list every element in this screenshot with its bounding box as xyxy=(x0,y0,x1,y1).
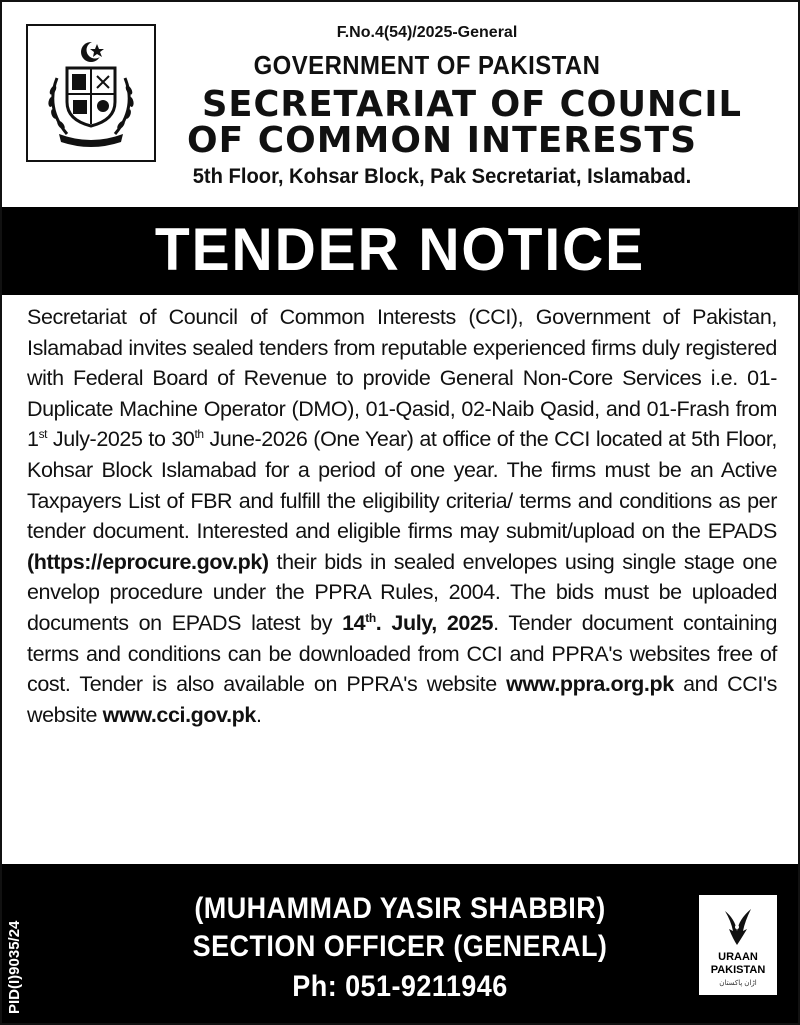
cci-website-link[interactable]: www.cci.gov.pk xyxy=(102,702,256,727)
notice-body xyxy=(27,302,777,730)
pid-number: PID(I)9035/24 xyxy=(6,920,23,1014)
officer-name: (MUHAMMAD YASIR SHABBIR) xyxy=(194,892,606,925)
state-emblem-logo xyxy=(26,24,156,162)
office-address: 5th Floor, Kohsar Block, Pak Secretariat, Islamabad. xyxy=(192,165,692,188)
epads-link[interactable]: (https://eprocure.gov.pk) xyxy=(27,549,269,574)
uraan-tagline: اڑان پاکستان xyxy=(719,980,757,987)
body-sup-1: st xyxy=(38,427,48,442)
body-text-7: . xyxy=(255,702,262,727)
officer-designation: SECTION OFFICER (GENERAL) xyxy=(192,930,608,963)
body-text-5: . Tender document containing terms and conditions can be downloaded from CCI and PPRA's websites free of cost. Tender is also available on PPRA's website xyxy=(27,610,778,697)
state-emblem-icon xyxy=(37,38,145,150)
header xyxy=(2,2,798,207)
pakistan-text: PAKISTAN xyxy=(710,964,766,976)
title-band xyxy=(2,207,798,295)
deadline-sup: th xyxy=(365,610,376,625)
contact-phone: Ph: 051-9211946 xyxy=(292,970,508,1003)
uraan-text: URAAN xyxy=(718,951,758,963)
secretariat-heading-line2: OF COMMON INTERESTS xyxy=(186,120,698,161)
secretariat-heading-line1: SECRETARIAT OF COUNCIL xyxy=(201,84,742,125)
ppra-website-link[interactable]: www.ppra.org.pk xyxy=(506,672,674,697)
government-heading: GOVERNMENT OF PAKISTAN xyxy=(253,50,601,80)
body-text-2: July-2025 to 30 xyxy=(47,427,195,452)
body-text-1: Secretariat of Council of Common Interests (CCI), Government of Pakistan, Islamabad invites sealed tenders from reputable experienced firms duly registered with Federal Board of Revenue to provide General Non-Core Services i.e. 01-Duplicate Machine Operator (DMO), 01-Qasid, 02-Naib Qasid, and 01-Frash from 1 xyxy=(27,305,777,452)
body-text-4: their bids in sealed envelopes using single stage one envelop procedure under the PPRA Rules, 2004. The bids must be uploaded documents on EPADS latest by xyxy=(27,549,777,635)
bird-icon xyxy=(721,905,755,949)
deadline-rest: . July, 2025 xyxy=(375,610,494,635)
deadline-date xyxy=(342,611,493,635)
body-text-6: and CCI's website xyxy=(27,672,778,727)
file-number: F.No.4(54)/2025-General xyxy=(336,24,518,41)
body-sup-2: th xyxy=(194,427,204,442)
uraan-pakistan-logo xyxy=(699,895,777,995)
notice-title: TENDER NOTICE xyxy=(154,216,646,283)
deadline-day: 14 xyxy=(342,610,366,635)
body-text-3: June-2026 (One Year) at office of the CCI located at 5th Floor, Kohsar Block Islamabad for a period of one year. The firms must be an Active Taxpayers List of FBR and fulfill the eligibility criteria/ terms and conditions as per tender document. Interested and eligible firms may submit/upload on the EPADS xyxy=(27,427,777,544)
